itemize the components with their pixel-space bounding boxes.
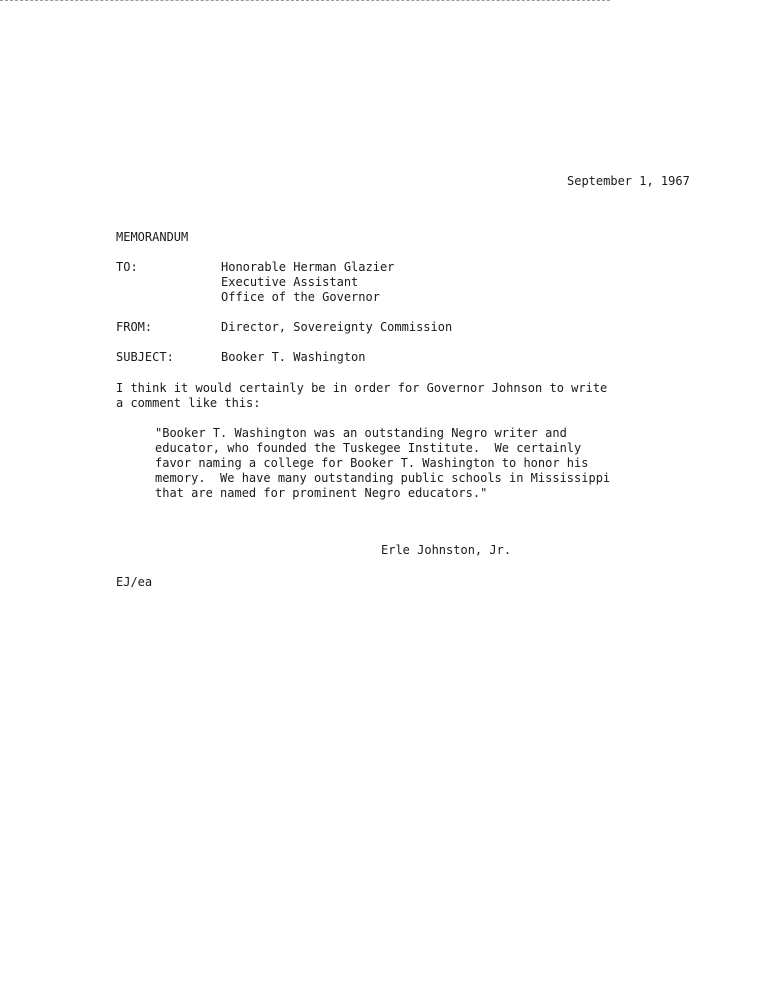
from-label: FROM: <box>116 320 153 334</box>
quote-line: favor naming a college for Booker T. Washington to honor his <box>155 456 589 470</box>
quote-line: "Booker T. Washington was an outstanding Negro writer and <box>155 426 567 440</box>
quote-line: memory. We have many outstanding public schools in Mississippi <box>155 471 611 485</box>
to-recipient-name: Honorable Herman Glazier <box>221 260 395 274</box>
to-recipient-office: Office of the Governor <box>221 290 380 304</box>
to-recipient-title: Executive Assistant <box>221 275 359 289</box>
quote-line: educator, who founded the Tuskegee Institute. We certainly <box>155 441 582 455</box>
body-line: I think it would certainly be in order for Governor Johnson to write <box>116 381 608 395</box>
memo-date: September 1, 1967 <box>567 174 690 188</box>
body-line: a comment like this: <box>116 396 261 410</box>
reference-initials: EJ/ea <box>116 575 153 589</box>
memo-heading: MEMORANDUM <box>116 230 189 244</box>
subject-label: SUBJECT: <box>116 350 174 364</box>
signature: Erle Johnston, Jr. <box>381 543 512 557</box>
from-value: Director, Sovereignty Commission <box>221 320 453 334</box>
to-label: TO: <box>116 260 138 274</box>
page-top-border <box>0 0 610 1</box>
subject-value: Booker T. Washington <box>221 350 366 364</box>
quote-line: that are named for prominent Negro educators." <box>155 486 488 500</box>
